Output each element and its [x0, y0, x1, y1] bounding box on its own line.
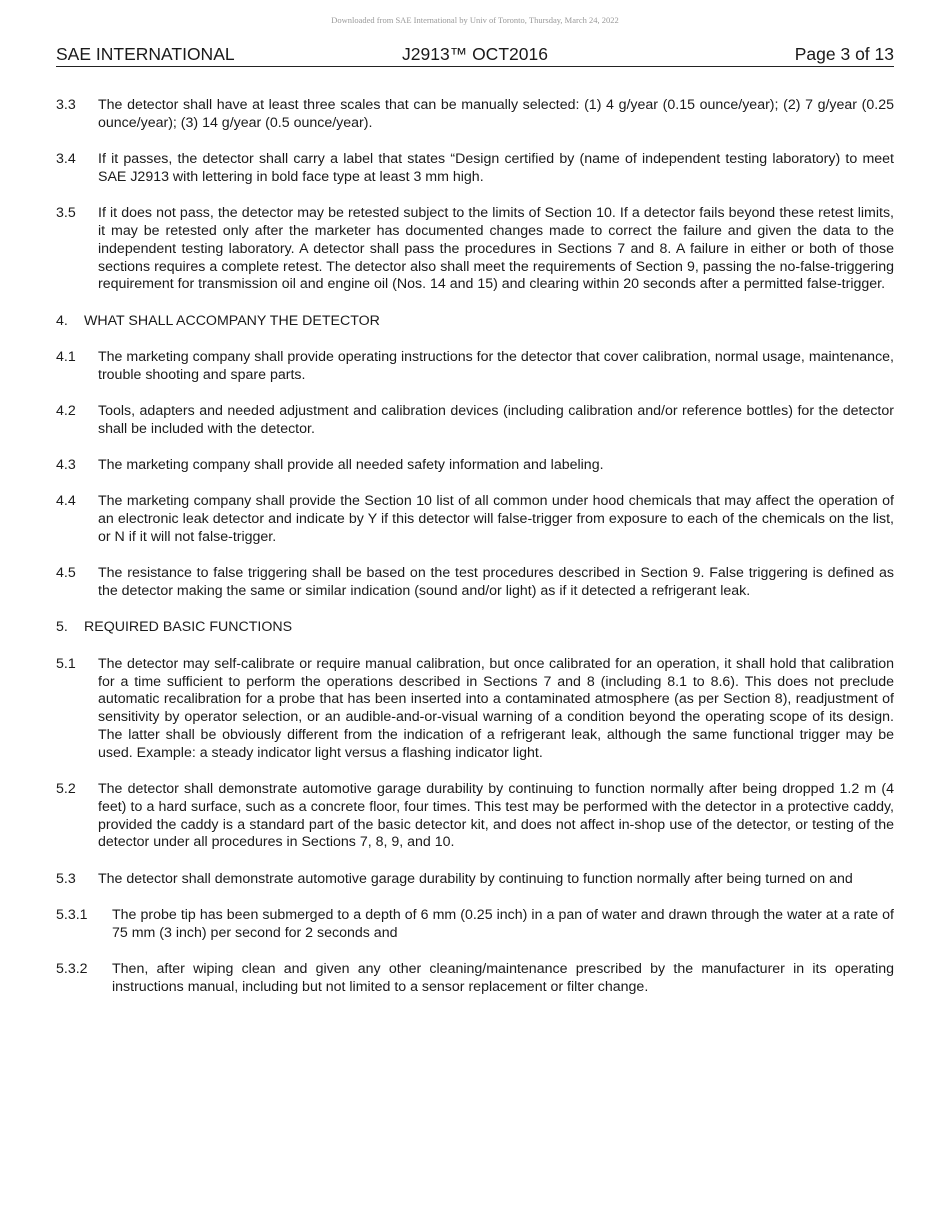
header-page-number: Page 3 of 13 [794, 44, 894, 64]
clause-text: The detector may self-calibrate or require manual calibration, but once calibrated for an operation, it shall hold that calibration for a time sufficient to perform the operations described in Sections 7 and 8 (including 8.1 to 8.6). This does not preclude automatic recalibration for a probe that has been inserted into a contaminated atmosphere (as per Section 8), readjustment of sensitivity by operator selection, or an audible-and-or-visual warning of a condition beyond the operating scope of its design. The latter shall be obviously different from the indication of a refrigerant leak, although the same functional trigger may be used. Example: a steady indicator light versus a flashing indicator light. [98, 655, 894, 761]
section-title: REQUIRED BASIC FUNCTIONS [84, 619, 293, 636]
clause-number: 4.4 [56, 493, 76, 510]
clause-text: The detector shall have at least three scales that can be manually selected: (1) 4 g/year (0.15 ounce/year); (2) 7 g/year (0.25 ounce/year); (3) 14 g/year (0.5 ounce/year). [98, 97, 894, 131]
clause [56, 403, 894, 439]
section-number: 4. [56, 312, 68, 329]
header-organization: SAE INTERNATIONAL [56, 44, 235, 64]
clause-text: The probe tip has been submerged to a depth of 6 mm (0.25 inch) in a pan of water and drawn through the water at a rate of 75 mm (3 inch) per second for 2 seconds and [112, 907, 894, 941]
subclause [56, 961, 894, 997]
clause-number: 3.5 [56, 205, 76, 222]
section-title: WHAT SHALL ACCOMPANY THE DETECTOR [84, 312, 380, 329]
document-body [56, 97, 894, 1015]
clause-text: The detector shall demonstrate automotive garage durability by continuing to function normally after being dropped 1.2 m (4 feet) to a hard surface, such as a concrete floor, four times. This test may be performed with the detector in a protective caddy, provided the caddy is a standard part of the basic detector kit, and does not affect in-shop use of the detector, or testing of the detector under all procedures in Sections 7, 8, 9, and 10. [98, 781, 894, 851]
clause-number: 4.5 [56, 565, 76, 582]
clause-number: 5.2 [56, 781, 76, 798]
clause-text: If it does not pass, the detector may be retested subject to the limits of Section 10. If a detector fails beyond these retest limits, it may be retested only after the marketer has documented changes made to correct the failure and given the data to the independent testing laboratory. A detector shall pass the procedures in Sections 7 and 8. A failure in either or both of those sections requires a complete retest. The detector also shall meet the requirements of Section 9, passing the no-false-triggering requirement for transmission oil and engine oil (Nos. 14 and 15) and clearing within 20 seconds after a permitted false-trigger. [98, 205, 894, 293]
clause [56, 97, 894, 133]
download-watermark: Downloaded from SAE International by Univ of Toronto, Thursday, March 24, 2022 [331, 15, 619, 25]
clause-number: 5.3 [56, 870, 76, 887]
clause [56, 205, 894, 294]
clause-number: 3.3 [56, 97, 76, 113]
clause-number: 5.1 [56, 655, 76, 672]
header-document-id: J2913™ OCT2016 [402, 44, 548, 64]
clause [56, 151, 894, 187]
clause-text: The marketing company shall provide operating instructions for the detector that cover calibration, normal usage, maintenance, trouble shooting and spare parts. [98, 348, 894, 383]
clause [56, 349, 894, 385]
section-heading [56, 619, 894, 637]
clause-text: The marketing company shall provide all needed safety information and labeling. [98, 457, 604, 474]
clause-number: 5.3.1 [56, 907, 88, 923]
section-number: 5. [56, 619, 68, 636]
clause-number: 5.3.2 [56, 961, 88, 978]
page-header [56, 44, 894, 67]
clause-number: 4.1 [56, 348, 76, 365]
clause-text: Tools, adapters and needed adjustment and calibration devices (including calibration and/or reference bottles) for the detector shall be included with the detector. [98, 403, 894, 437]
clause-text: The resistance to false triggering shall be based on the test procedures described in Section 9. False triggering is defined as the detector making the same or similar indication (sound and/or light) as if it detected a refrigerant leak. [98, 565, 894, 600]
clause [56, 781, 894, 852]
clause-text: The detector shall demonstrate automotive garage durability by continuing to function normally after being turned on and [98, 870, 853, 887]
section-heading [56, 313, 894, 331]
subclause [56, 907, 894, 943]
clause [56, 493, 894, 546]
clause-number: 3.4 [56, 151, 76, 168]
clause [56, 871, 894, 889]
clause [56, 457, 894, 475]
clause-text: If it passes, the detector shall carry a label that states “Design certified by (name of independent testing laboratory) to meet SAE J2913 with lettering in bold face type at least 3 mm high. [98, 151, 894, 185]
clause [56, 565, 894, 601]
clause-number: 4.2 [56, 403, 76, 420]
clause-text: The marketing company shall provide the Section 10 list of all common under hood chemicals that may affect the operation of an electronic leak detector and indicate by Y if this detector will false-trigger from exposure to each of the chemicals on the list, or N if it will not false-trigger. [98, 493, 894, 546]
clause-text: Then, after wiping clean and given any other cleaning/maintenance prescribed by the manufacturer in its operating instructions manual, including but not limited to a sensor replacement or filter change. [112, 961, 894, 995]
clause [56, 656, 894, 763]
clause-number: 4.3 [56, 457, 76, 474]
